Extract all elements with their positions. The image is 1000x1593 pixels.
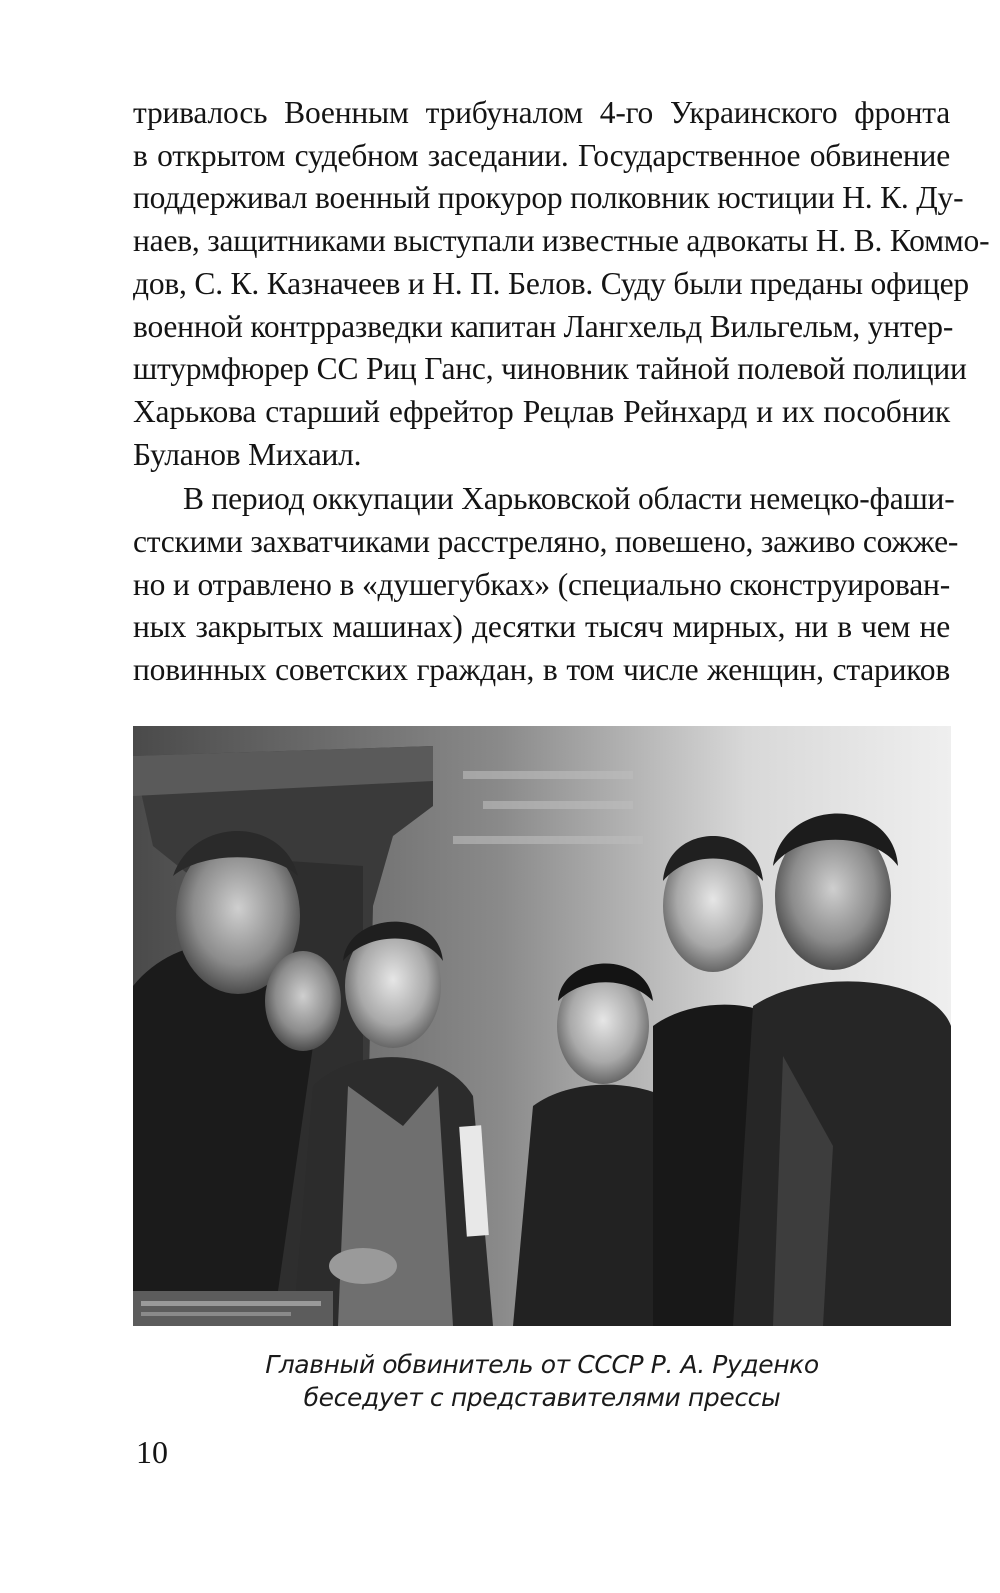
photo-illustration (133, 726, 951, 1326)
caption-line-2: беседует с представителями прессы (303, 1383, 781, 1412)
text-line: дов, С. К. Казначеев и Н. П. Белов. Суду были преданы офицер (133, 265, 969, 301)
text-line: ных закрытых машинах) десятки тысяч мирных, ни в чем не (133, 609, 950, 645)
text-line: в открытом судебном заседании. Государственное обвинение (133, 137, 950, 173)
text-line: Харькова старший ефрейтор Рецлав Рейнхард и их пособник (133, 393, 950, 429)
text-line: штурмфюрер СС Риц Ганс, чиновник тайной полевой полиции (133, 351, 967, 387)
paragraph-2 (133, 478, 959, 692)
press-photo (133, 726, 951, 1326)
body-text (133, 92, 990, 692)
paragraph-1 (133, 92, 990, 476)
text-line: наев, защитниками выступали известные адвокаты Н. В. Коммо- (133, 223, 990, 259)
photo-caption (133, 1348, 951, 1414)
page-number: 10 (136, 1434, 168, 1470)
text-line: поддерживал военный прокурор полковник юстиции Н. К. Ду- (133, 180, 964, 216)
text-line: В период оккупации Харьковской области немецко-фаши- (183, 481, 955, 517)
text-line: военной контрразведки капитан Лангхельд Вильгельм, унтер- (133, 308, 954, 344)
text-line: повинных советских граждан, в том числе женщин, стариков (133, 652, 950, 688)
person-right (733, 981, 951, 1326)
text-line: Буланов Михаил. (133, 436, 362, 472)
caption-line-1: Главный обвинитель от СССР Р. А. Руденко (265, 1350, 819, 1379)
text-line: стскими захватчиками расстреляно, повешено, заживо сожже- (133, 524, 959, 560)
text-line: но и отравлено в «душегубках» (специально сконструирован- (133, 566, 950, 602)
text-line: тривалось Военным трибуналом 4-го Украинского фронта (133, 95, 950, 130)
